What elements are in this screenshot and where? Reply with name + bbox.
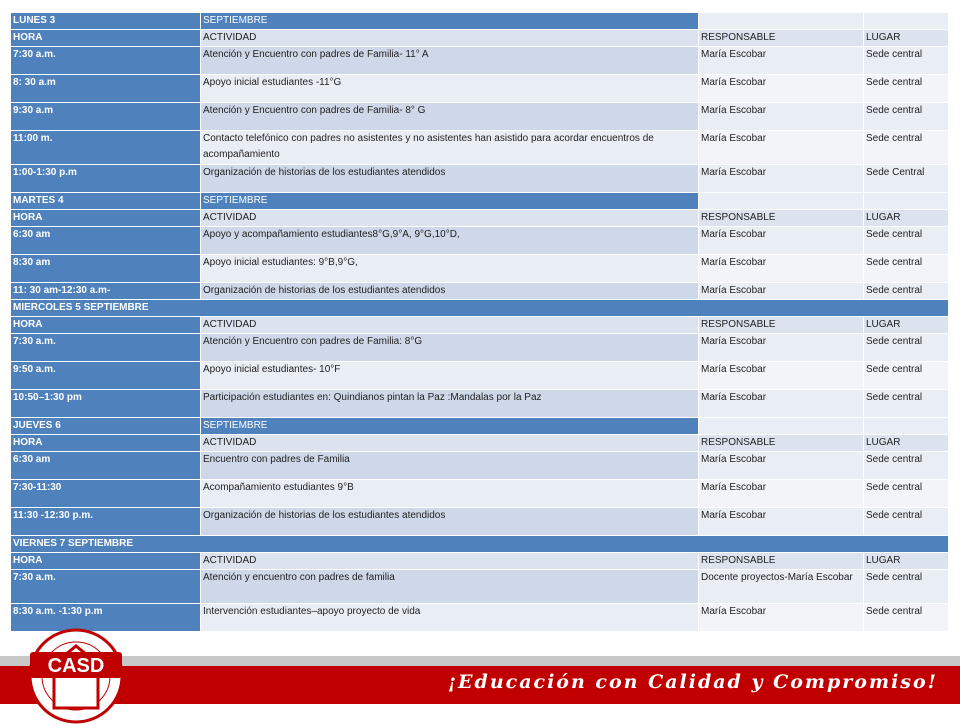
schedule-body: [11, 13, 949, 632]
responsible-cell: María Escobar: [699, 283, 864, 300]
activity-row: [11, 103, 949, 131]
place-cell: Sede central: [864, 570, 949, 604]
footer-slogan: ¡Educación con Calidad y Compromiso!: [447, 671, 938, 693]
responsible-cell: Docente proyectos-María Escobar: [699, 570, 864, 604]
time-cell: 9:30 a.m: [11, 103, 201, 131]
activity-cell: Contacto telefónico con padres no asistentes y no asistentes han asistido para acordar encuentros de acompañamiento: [201, 131, 699, 165]
casd-logo: [24, 624, 128, 724]
responsible-cell: María Escobar: [699, 75, 864, 103]
responsible-cell: María Escobar: [699, 334, 864, 362]
responsable-header: RESPONSABLE: [699, 210, 864, 227]
actividad-header: ACTIVIDAD: [201, 553, 699, 570]
responsible-cell: María Escobar: [699, 452, 864, 480]
time-cell: 7:30-11:30: [11, 480, 201, 508]
schedule-table: [10, 12, 949, 632]
activity-cell: Acompañamiento estudiantes 9°B: [201, 480, 699, 508]
time-cell: 11: 30 am-12:30 a.m-: [11, 283, 201, 300]
time-cell: 8:30 a.m. -1:30 p.m: [11, 604, 201, 632]
time-cell: 11:00 m.: [11, 131, 201, 165]
time-cell: 11:30 -12:30 p.m.: [11, 508, 201, 536]
activity-row: [11, 390, 949, 418]
day-header-row: [11, 300, 949, 317]
activity-row: [11, 480, 949, 508]
empty-cell: [864, 193, 949, 210]
responsible-cell: María Escobar: [699, 227, 864, 255]
time-cell: 7:30 a.m.: [11, 47, 201, 75]
responsible-cell: María Escobar: [699, 508, 864, 536]
day-header-row: [11, 418, 949, 435]
empty-cell: [699, 418, 864, 435]
activity-cell: Intervención estudiantes–apoyo proyecto de vida: [201, 604, 699, 632]
place-cell: Sede central: [864, 255, 949, 283]
activity-row: [11, 452, 949, 480]
place-cell: Sede central: [864, 47, 949, 75]
time-cell: 7:30 a.m.: [11, 570, 201, 604]
month-label: SEPTIEMBRE: [201, 13, 699, 30]
responsible-cell: María Escobar: [699, 131, 864, 165]
place-cell: Sede central: [864, 131, 949, 165]
actividad-header: ACTIVIDAD: [201, 435, 699, 452]
time-cell: 6:30 am: [11, 227, 201, 255]
responsible-cell: María Escobar: [699, 103, 864, 131]
lugar-header: LUGAR: [864, 30, 949, 47]
hora-header: HORA: [11, 435, 201, 452]
day-label: LUNES 3: [11, 13, 201, 30]
place-cell: Sede central: [864, 452, 949, 480]
responsible-cell: María Escobar: [699, 390, 864, 418]
activity-row: [11, 227, 949, 255]
activity-cell: Organización de historias de los estudiantes atendidos: [201, 165, 699, 193]
day-label: MARTES 4: [11, 193, 201, 210]
hora-header: HORA: [11, 30, 201, 47]
activity-row: [11, 255, 949, 283]
hora-header: HORA: [11, 210, 201, 227]
place-cell: Sede central: [864, 604, 949, 632]
day-label: MIERCOLES 5 SEPTIEMBRE: [11, 300, 949, 317]
activity-row: [11, 604, 949, 632]
activity-row: [11, 75, 949, 103]
activity-cell: Encuentro con padres de Familia: [201, 452, 699, 480]
time-cell: 9:50 a.m.: [11, 362, 201, 390]
time-cell: 8:30 am: [11, 255, 201, 283]
activity-row: [11, 334, 949, 362]
activity-cell: Atención y Encuentro con padres de Familia: 8°G: [201, 334, 699, 362]
responsible-cell: María Escobar: [699, 165, 864, 193]
empty-cell: [699, 193, 864, 210]
time-cell: 1:00-1:30 p.m: [11, 165, 201, 193]
responsable-header: RESPONSABLE: [699, 317, 864, 334]
day-label: JUEVES 6: [11, 418, 201, 435]
activity-row: [11, 362, 949, 390]
actividad-header: ACTIVIDAD: [201, 317, 699, 334]
responsible-cell: María Escobar: [699, 255, 864, 283]
responsible-cell: María Escobar: [699, 480, 864, 508]
place-cell: Sede central: [864, 227, 949, 255]
activity-cell: Atención y Encuentro con padres de Familia- 11° A: [201, 47, 699, 75]
activity-cell: Apoyo inicial estudiantes: 9°B,9°G,: [201, 255, 699, 283]
empty-cell: [864, 13, 949, 30]
time-cell: 8: 30 a.m: [11, 75, 201, 103]
place-cell: Sede central: [864, 508, 949, 536]
place-cell: Sede Central: [864, 165, 949, 193]
activity-cell: Participación estudiantes en: Quindianos pintan la Paz :Mandalas por la Paz: [201, 390, 699, 418]
responsable-header: RESPONSABLE: [699, 30, 864, 47]
place-cell: Sede central: [864, 480, 949, 508]
place-cell: Sede central: [864, 334, 949, 362]
place-cell: Sede central: [864, 103, 949, 131]
column-header-row: [11, 435, 949, 452]
activity-row: [11, 131, 949, 165]
activity-cell: Apoyo y acompañamiento estudiantes8°G,9°A, 9°G,10°D,: [201, 227, 699, 255]
empty-cell: [699, 13, 864, 30]
place-cell: Sede central: [864, 283, 949, 300]
time-cell: 10:50–1:30 pm: [11, 390, 201, 418]
hora-header: HORA: [11, 317, 201, 334]
activity-cell: Apoyo inicial estudiantes- 10°F: [201, 362, 699, 390]
activity-cell: Atención y Encuentro con padres de Familia- 8° G: [201, 103, 699, 131]
responsable-header: RESPONSABLE: [699, 553, 864, 570]
column-header-row: [11, 553, 949, 570]
time-cell: 7:30 a.m.: [11, 334, 201, 362]
place-cell: Sede central: [864, 390, 949, 418]
lugar-header: LUGAR: [864, 210, 949, 227]
column-header-row: [11, 30, 949, 47]
actividad-header: ACTIVIDAD: [201, 210, 699, 227]
actividad-header: ACTIVIDAD: [201, 30, 699, 47]
place-cell: Sede central: [864, 362, 949, 390]
month-label: SEPTIEMBRE: [201, 193, 699, 210]
day-header-row: [11, 193, 949, 210]
logo-text: CASD: [47, 655, 105, 677]
column-header-row: [11, 210, 949, 227]
activity-row: [11, 508, 949, 536]
activity-row: [11, 47, 949, 75]
responsible-cell: María Escobar: [699, 362, 864, 390]
responsable-header: RESPONSABLE: [699, 435, 864, 452]
responsible-cell: María Escobar: [699, 604, 864, 632]
lugar-header: LUGAR: [864, 435, 949, 452]
activity-row: [11, 165, 949, 193]
activity-cell: Apoyo inicial estudiantes -11°G: [201, 75, 699, 103]
activity-cell: Organización de historias de los estudiantes atendidos: [201, 283, 699, 300]
month-label: SEPTIEMBRE: [201, 418, 699, 435]
lugar-header: LUGAR: [864, 317, 949, 334]
activity-cell: Organización de historias de los estudiantes atendidos: [201, 508, 699, 536]
day-header-row: [11, 13, 949, 30]
column-header-row: [11, 317, 949, 334]
place-cell: Sede central: [864, 75, 949, 103]
footer-gray-band: [0, 656, 960, 666]
activity-cell: Atención y encuentro con padres de familia: [201, 570, 699, 604]
day-label: VIERNES 7 SEPTIEMBRE: [11, 536, 949, 553]
lugar-header: LUGAR: [864, 553, 949, 570]
hora-header: HORA: [11, 553, 201, 570]
empty-cell: [864, 418, 949, 435]
day-header-row: [11, 536, 949, 553]
activity-row: [11, 283, 949, 300]
activity-row: [11, 570, 949, 604]
responsible-cell: María Escobar: [699, 47, 864, 75]
time-cell: 6:30 am: [11, 452, 201, 480]
